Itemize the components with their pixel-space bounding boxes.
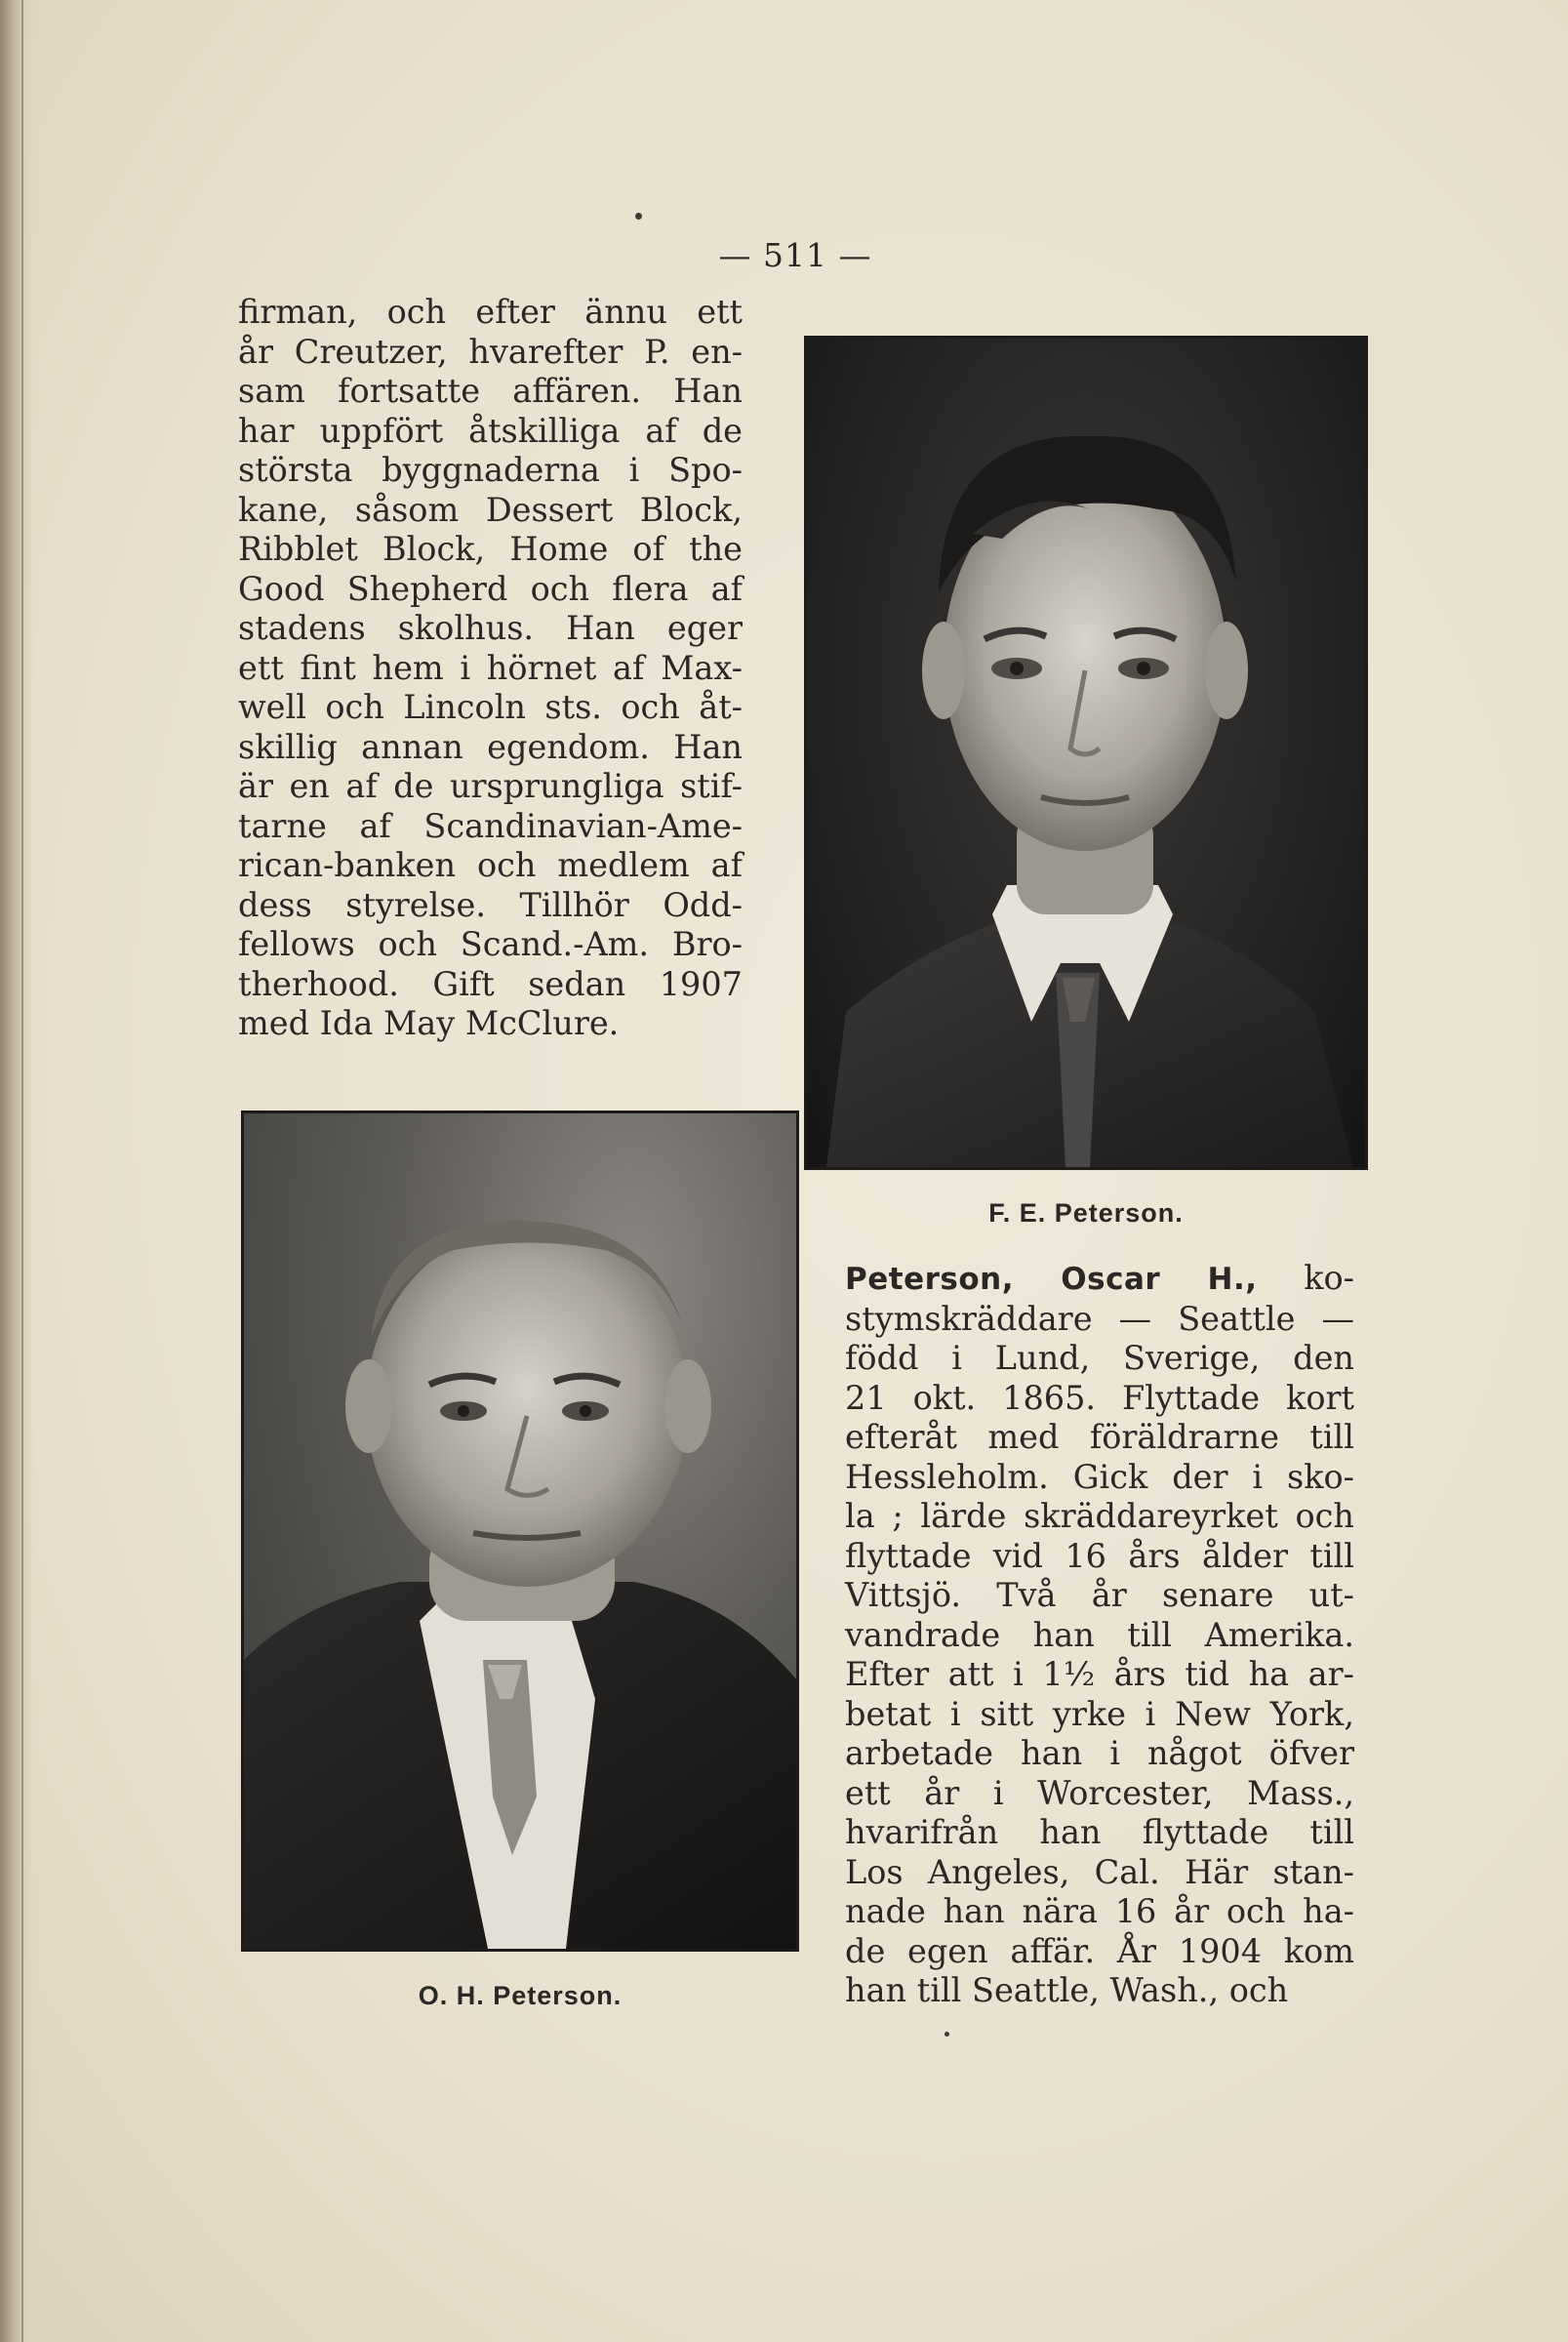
heading-rest: ko- <box>1257 1259 1354 1297</box>
ink-speck <box>945 2032 949 2037</box>
left-column-text-line: största byggnaderna i Spo- <box>238 451 743 489</box>
left-column-text-line: skillig annan egendom. Han <box>238 727 743 766</box>
left-column-text-line: stadens skolhus. Han eger <box>238 609 743 647</box>
right-column-text-line: la ; lärde skräddareyrket och <box>845 1497 1354 1535</box>
right-column-text-line: hvarifrån han flyttade till <box>845 1813 1354 1851</box>
right-column-text-line: Hessleholm. Gick der i sko- <box>845 1457 1354 1496</box>
right-column-text-line: Vittsjö. Två år senare ut- <box>845 1576 1354 1614</box>
left-column-text-line: med Ida May McClure. <box>238 1004 620 1042</box>
left-column-text-line: är en af de ursprungliga stif- <box>238 767 743 805</box>
right-column-text-line: Los Angeles, Cal. Här stan- <box>845 1852 1354 1891</box>
right-column-text-line: ett år i Worcester, Mass., <box>845 1773 1354 1812</box>
biography-heading-name: Peterson, Oscar H., <box>845 1262 1258 1297</box>
right-column-text-line: vandrade han till Amerika. <box>845 1615 1354 1654</box>
gutter-shadow-line <box>21 0 23 2342</box>
ink-speck <box>635 213 642 220</box>
left-text-column <box>238 293 743 1044</box>
left-column-text-line: fellows och Scand.-Am. Bro- <box>238 925 743 963</box>
left-column-text-line: Ribblet Block, Home of the <box>238 530 743 568</box>
portrait-photo-oh-peterson <box>241 1110 799 1952</box>
portrait-oh-illustration <box>244 1113 796 1949</box>
right-column-text-line: nade han nära 16 år och ha- <box>845 1892 1354 1930</box>
left-column-text-line: år Creutzer, hvarefter P. en- <box>238 332 743 371</box>
right-column-text-line: han till Seattle, Wash., och <box>845 1971 1289 2009</box>
right-text-column <box>845 1259 1354 2011</box>
right-column-text-line: född i Lund, Sverige, den <box>845 1339 1354 1377</box>
left-column-text-line: Good Shepherd och flera af <box>238 569 743 608</box>
portrait-photo-fe-peterson <box>804 336 1368 1170</box>
left-column-text-line: har uppfört åtskilliga af de <box>238 411 743 450</box>
photo-caption-fe: F. E. Peterson. <box>988 1198 1184 1228</box>
right-column-text-line: stymskräddare — Seattle — <box>845 1299 1354 1338</box>
right-column-text-line: efteråt med föräldrarne till <box>845 1418 1354 1456</box>
right-column-text-line: Efter att i 1½ års tid ha ar- <box>845 1655 1354 1693</box>
portrait-fe-illustration <box>807 339 1365 1167</box>
right-column-heading-line <box>845 1259 1354 1300</box>
right-column-text-line: de egen affär. År 1904 kom <box>845 1931 1354 1970</box>
right-column-text-line: 21 okt. 1865. Flyttade kort <box>845 1378 1354 1417</box>
left-column-text-line: kane, såsom Dessert Block, <box>238 490 743 529</box>
left-column-text-line: well och Lincoln sts. och åt- <box>238 688 743 726</box>
right-column-text-line: flyttade vid 16 års ålder till <box>845 1536 1354 1575</box>
left-column-text-line: rican-banken och medlem af <box>238 846 743 884</box>
left-column-text-line: therhood. Gift sedan 1907 <box>238 964 743 1003</box>
page-number: — 511 — <box>718 236 872 274</box>
page-gutter <box>0 0 33 2342</box>
right-column-text-line: arbetade han i något öfver <box>845 1734 1354 1772</box>
left-column-text-line: firman, och efter ännu ett <box>238 293 743 331</box>
right-column-text-line: betat i sitt yrke i New York, <box>845 1694 1354 1733</box>
photo-caption-oh: O. H. Peterson. <box>418 1981 623 2010</box>
left-column-text-line: ett fint hem i hörnet af Max- <box>238 648 743 687</box>
left-column-text-line: tarne af Scandinavian-Ame- <box>238 806 743 845</box>
left-column-text-line: dess styrelse. Tillhör Odd- <box>238 885 743 924</box>
left-column-text-line: sam fortsatte affären. Han <box>238 372 743 410</box>
